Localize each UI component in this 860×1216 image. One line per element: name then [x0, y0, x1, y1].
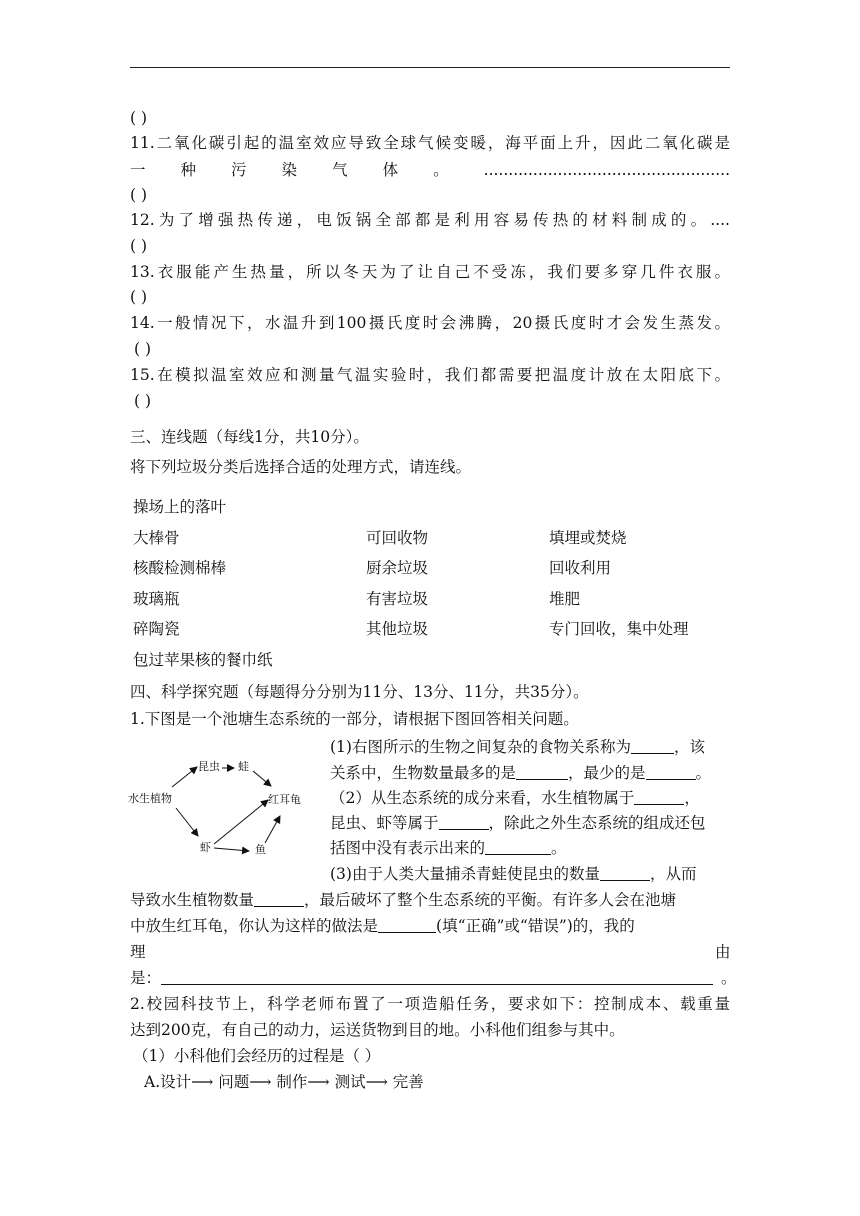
- reason-answer-blank[interactable]: [161, 970, 713, 985]
- disposal-method[interactable]: 专门回收，集中处理: [549, 620, 689, 638]
- q4-1-p3-reason-right: 由: [715, 943, 731, 961]
- answer-blank[interactable]: [631, 739, 674, 754]
- garbage-item[interactable]: 玻璃瓶: [133, 590, 180, 608]
- food-web-diagram: [118, 748, 326, 858]
- answer-blank[interactable]: [439, 815, 489, 830]
- q4-1-p3-line2: [130, 890, 676, 910]
- question-12-paren: ( ): [130, 237, 148, 255]
- q4-1-p1-line1: [330, 737, 705, 757]
- text: 。: [551, 839, 567, 857]
- answer-paren: ( ): [130, 109, 148, 127]
- section-3-instruction: 将下列垃圾分类后选择合适的处理方式，请连线。: [130, 458, 472, 476]
- garbage-item[interactable]: 包过苹果核的餐巾纸: [133, 651, 273, 669]
- garbage-item[interactable]: 碎陶瓷: [133, 620, 180, 638]
- answer-blank[interactable]: [516, 765, 568, 780]
- q4-1-p3-reason-left: 理: [130, 943, 146, 961]
- garbage-item[interactable]: 核酸检测棉棒: [133, 559, 227, 577]
- text: ，该: [673, 738, 705, 756]
- text: ，除此之外生态系统的组成还包: [488, 814, 706, 832]
- question-11-line2: 一种污染气体。..................................................: [130, 161, 730, 179]
- text: 是：: [130, 969, 162, 987]
- garbage-item[interactable]: 操场上的落叶: [133, 498, 227, 516]
- answer-blank[interactable]: [634, 790, 684, 805]
- answer-blank[interactable]: [600, 866, 650, 881]
- disposal-method[interactable]: 填埋或焚烧: [549, 529, 627, 547]
- arrow-fish-to-turtle: [265, 816, 280, 843]
- text: ，最少的是: [568, 764, 646, 782]
- text: ，: [684, 789, 700, 807]
- answer-blank[interactable]: [254, 892, 304, 907]
- question-11-paren: ( ): [130, 186, 148, 204]
- q4-1-p3-line1: [330, 864, 696, 884]
- q4-1-p2-line2: [330, 813, 706, 833]
- q4-1-p2-line1: [330, 788, 700, 808]
- text: 昆虫、虾等属于: [330, 814, 439, 832]
- text: 中放生红耳龟，你认为这样的做法是: [130, 917, 379, 935]
- question-12: 12.为了增强热传递，电饭锅全部都是利用容易传热的材料制成的。....: [130, 211, 730, 229]
- text: (填“正确”或“错误”)的，我的: [436, 917, 635, 935]
- node-insect: 昆虫: [198, 760, 220, 773]
- q4-1-p1-line2: [330, 763, 711, 783]
- question-13-paren: ( ): [130, 288, 148, 306]
- arrow-plant-to-insect: [172, 767, 197, 787]
- question-14-paren: ( ): [134, 340, 152, 358]
- garbage-category[interactable]: 有害垃圾: [366, 590, 429, 608]
- question-4-1-intro: 1.下图是一个池塘生态系统的一部分，请根据下图回答相关问题。: [130, 710, 579, 728]
- node-turtle: 红耳龟: [268, 793, 301, 806]
- node-aquatic-plant: 水生植物: [128, 792, 172, 805]
- node-fish: 鱼: [255, 843, 266, 856]
- question-11-line1: 11.二氧化碳引起的温室效应导致全球气候变暖，海平面上升，因此二氧化碳是: [130, 134, 730, 152]
- disposal-method[interactable]: 堆肥: [549, 590, 581, 608]
- q4-1-p3-reason-line: [130, 968, 737, 988]
- text: 关系中，生物数量最多的是: [330, 764, 517, 782]
- section-3-title: 三、连线题（每线1分，共10分）。: [130, 428, 369, 446]
- question-15-paren: ( ): [134, 392, 152, 410]
- text: 。: [695, 764, 712, 782]
- text: 括图中没有表示出来的: [330, 839, 486, 857]
- garbage-category[interactable]: 其他垃圾: [366, 620, 429, 638]
- text: 。: [721, 969, 737, 987]
- q4-1-p2-line3: [330, 838, 567, 858]
- question-14: 14.一般情况下，水温升到100摄氏度时会沸腾，20摄氏度时才会发生蒸发。: [130, 314, 730, 332]
- header-rule: [130, 67, 730, 68]
- answer-blank[interactable]: [485, 840, 551, 855]
- node-frog: 蛙: [238, 760, 249, 773]
- text: ，最后破坏了整个生态系统的平衡。有许多人会在池塘: [304, 891, 677, 909]
- text: ，从而: [649, 865, 697, 883]
- question-4-2-line2: 达到200克，有自己的动力，运送货物到目的地。小科他们组参与其中。: [130, 1021, 625, 1039]
- question-15: 15.在模拟温室效应和测量气温实验时，我们都需要把温度计放在太阳底下。: [130, 366, 730, 384]
- question-4-2-line1: 2.校园科技节上，科学老师布置了一项造船任务，要求如下：控制成本、载重量: [130, 995, 730, 1013]
- question-4-2-option-a[interactable]: A.设计⟶ 问题⟶ 制作⟶ 测试⟶ 完善: [144, 1073, 424, 1091]
- arrow-shrimp-to-turtle: [214, 800, 268, 844]
- q4-1-p3-line3: [130, 916, 635, 936]
- text: 导致水生植物数量: [130, 891, 255, 909]
- garbage-category[interactable]: 可回收物: [366, 529, 429, 547]
- text: （2）从生态系统的成分来看，水生植物属于: [330, 789, 635, 807]
- section-4-title: 四、科学探究题（每题得分分别为11分、13分、11分，共35分）。: [130, 683, 589, 701]
- arrow-shrimp-to-fish: [214, 848, 249, 851]
- arrow-plant-to-shrimp: [176, 808, 198, 836]
- answer-blank[interactable]: [646, 765, 696, 780]
- garbage-item[interactable]: 大棒骨: [133, 529, 180, 547]
- question-13: 13.衣服能产生热量，所以冬天为了让自己不受冻，我们要多穿几件衣服。: [130, 263, 730, 281]
- answer-blank[interactable]: [378, 918, 436, 933]
- disposal-method[interactable]: 回收利用: [549, 559, 612, 577]
- node-shrimp: 虾: [200, 841, 211, 854]
- question-4-2-sub1: （1）小科他们会经历的过程是（ ）: [133, 1047, 381, 1065]
- arrow-frog-to-turtle: [253, 771, 271, 786]
- text: (1)右图所示的生物之间复杂的食物关系称为: [330, 738, 631, 756]
- garbage-category[interactable]: 厨余垃圾: [366, 559, 429, 577]
- text: (3)由于人类大量捕杀青蛙使昆虫的数量: [330, 865, 600, 883]
